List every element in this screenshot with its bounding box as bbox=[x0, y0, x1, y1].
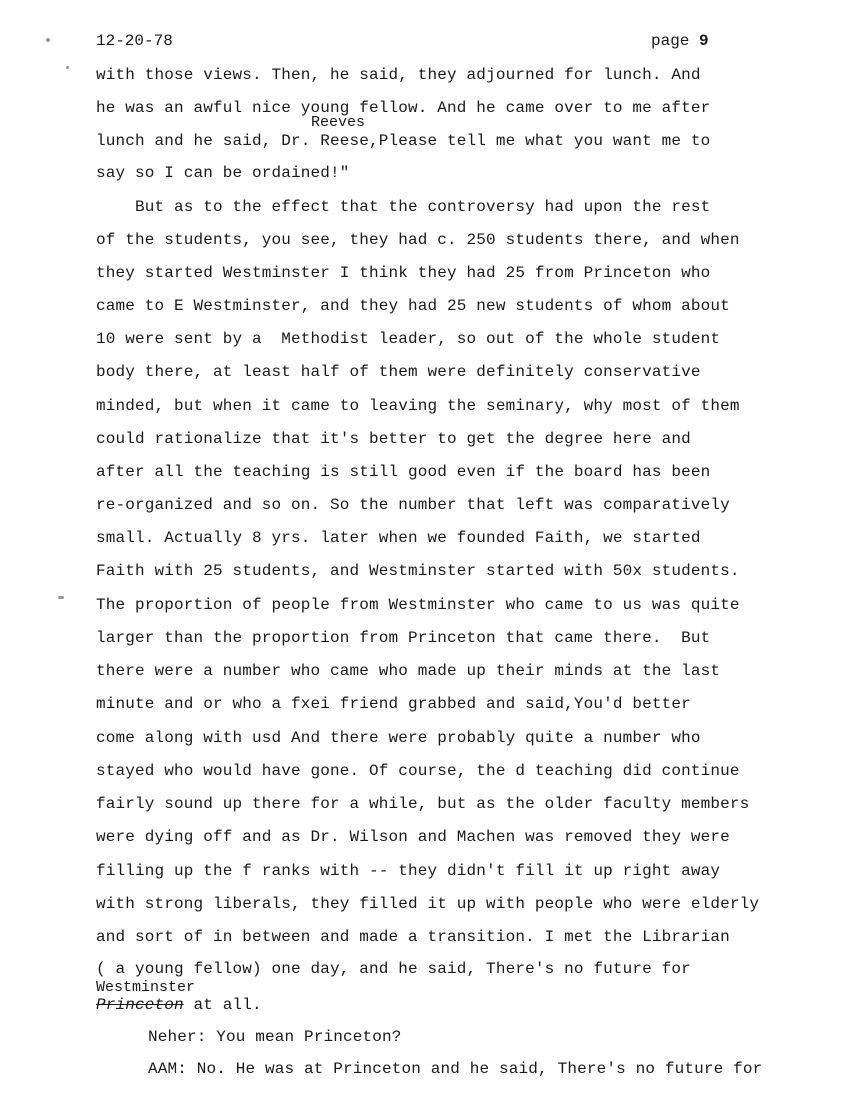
text-line: stayed who would have gone. Of course, the d teaching did continue bbox=[96, 762, 740, 780]
dialogue-neher: Neher: You mean Princeton? bbox=[148, 1028, 402, 1046]
text-line: re-organized and so on. So the number that left was comparatively bbox=[96, 496, 730, 514]
text-line: there were a number who came who made up their minds at the last bbox=[96, 662, 721, 680]
text-line: could rationalize that it's better to get the degree here and bbox=[96, 430, 691, 448]
text-line: minute and or who a fxei friend grabbed and said,You'd better bbox=[96, 695, 691, 713]
text-line: small. Actually 8 yrs. later when we founded Faith, we started bbox=[96, 529, 701, 547]
text-line-struck bbox=[96, 996, 262, 1014]
paper-speck bbox=[46, 38, 50, 42]
handwritten-insert-westminster: Westminster bbox=[96, 979, 196, 996]
text-line: The proportion of people from Westminster who came to us was quite bbox=[96, 596, 740, 614]
text-line: say so I can be ordained!" bbox=[96, 164, 350, 182]
text-line: larger than the proportion from Princeton that came there. But bbox=[96, 629, 711, 647]
text-line: ( a young fellow) one day, and he said, There's no future for bbox=[96, 960, 691, 978]
page-label: page bbox=[651, 32, 690, 50]
text-line: he was an awful nice young fellow. And he came over to me after bbox=[96, 99, 711, 117]
text-line: they started Westminster I think they had 25 from Princeton who bbox=[96, 264, 711, 282]
text-line: filling up the f ranks with -- they didn't fill it up right away bbox=[96, 862, 721, 880]
text-line: lunch and he said, Dr. Reese,Please tell me what you want me to bbox=[96, 132, 711, 150]
handwritten-insert-reeves: Reeves bbox=[311, 114, 366, 131]
text-line: were dying off and as Dr. Wilson and Machen was removed they were bbox=[96, 828, 730, 846]
header-date: 12-20-78 bbox=[96, 32, 173, 50]
text-line: 10 were sent by a Methodist leader, so out of the whole student bbox=[96, 330, 721, 348]
paper-speck bbox=[66, 66, 69, 69]
struck-word: Princeton bbox=[96, 996, 184, 1014]
text-line: minded, but when it came to leaving the seminary, why most of them bbox=[96, 397, 740, 415]
text-line: body there, at least half of them were definitely conservative bbox=[96, 363, 701, 381]
paper-speck bbox=[58, 596, 64, 599]
text-line: came to E Westminster, and they had 25 new students of whom about bbox=[96, 297, 730, 315]
text-line: Faith with 25 students, and Westminster started with 50x students. bbox=[96, 562, 740, 580]
text-line: and sort of in between and made a transition. I met the Librarian bbox=[96, 928, 730, 946]
page-number bbox=[651, 32, 709, 50]
dialogue-aam: AAM: No. He was at Princeton and he said, There's no future for bbox=[148, 1060, 763, 1078]
text-line: come along with usd And there were probably quite a number who bbox=[96, 729, 701, 747]
text-line: fairly sound up there for a while, but as the older faculty members bbox=[96, 795, 750, 813]
text-line: after all the teaching is still good even if the board has been bbox=[96, 463, 711, 481]
text-line: with strong liberals, they filled it up with people who were elderly bbox=[96, 895, 760, 913]
page-number-value: 9 bbox=[699, 32, 709, 50]
tail-text: at all. bbox=[183, 996, 262, 1014]
text-line: But as to the effect that the controversy had upon the rest bbox=[96, 198, 711, 216]
text-line: with those views. Then, he said, they adjourned for lunch. And bbox=[96, 66, 701, 84]
text-line: of the students, you see, they had c. 250 students there, and when bbox=[96, 231, 740, 249]
